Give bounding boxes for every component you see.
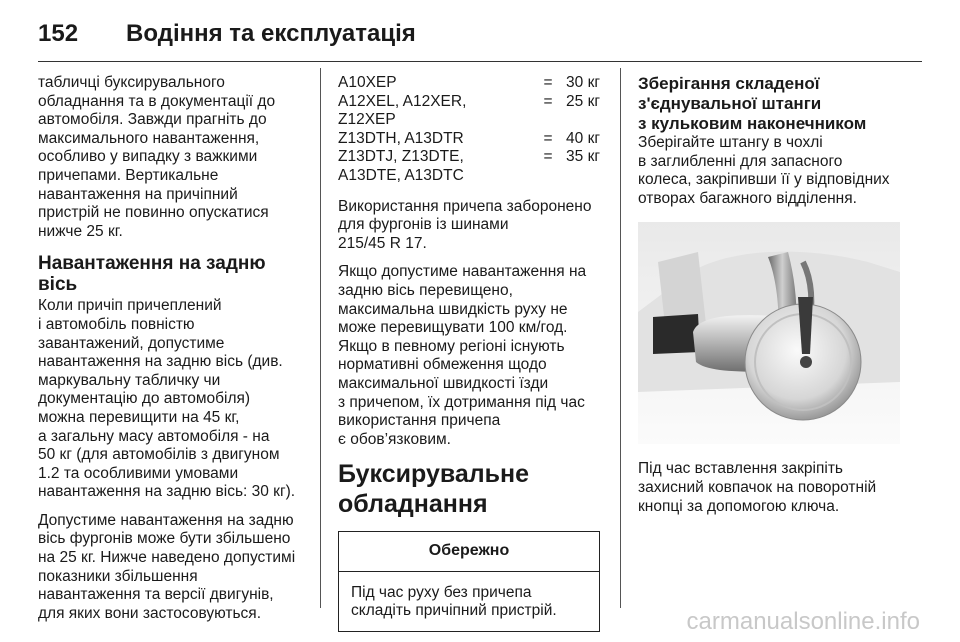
page-header [38, 14, 416, 54]
van-axle-paragraph [38, 512, 310, 624]
text-line: пристрій не повинно опускатися [38, 204, 269, 222]
text-line: в заглибленні для запасного [638, 152, 843, 170]
rear-axle-paragraph [38, 297, 310, 502]
caution-title: Обережно [339, 532, 599, 572]
value-cell: 25 кг [566, 92, 600, 110]
storage-paragraph [638, 134, 908, 208]
text-line: колеса, закріпивши її у відповідних [638, 171, 890, 189]
text-line: A10XEP [338, 74, 397, 91]
heading-line: з'єднувальної штанги [638, 94, 822, 113]
text-line: Зберігайте штангу в чохлі [638, 134, 823, 151]
text-line: для фургонів із шинами [338, 216, 509, 234]
text-line: 50 кг (для автомобілів з двигуном [38, 446, 280, 464]
table-row [338, 74, 600, 93]
text-line: Під час вставлення закріпіть [638, 460, 843, 478]
page-number: 152 [38, 20, 79, 47]
text-line: 1.2 та особливими умовами [38, 464, 239, 482]
column-3 [638, 74, 908, 526]
text-line: вісь фургонів може бути збільшено [38, 530, 291, 548]
heading-line: Зберігання складеної [638, 74, 820, 93]
equals-cell: = [543, 74, 553, 91]
text-line: Z13DTJ, Z13DTE, [338, 148, 464, 166]
equals-cell: = [543, 148, 553, 166]
text-line: особливо у випадку з важкими [38, 148, 258, 166]
speed-limit-paragraph [338, 263, 606, 449]
text-line: а загальну масу автомобіля - на [38, 427, 270, 445]
text-line: задню вісь перевищено, [338, 281, 513, 299]
text-line: є обов’язковим. [338, 430, 451, 448]
column-divider-1 [320, 68, 321, 608]
table-row [338, 148, 600, 185]
column-2 [338, 74, 606, 632]
text-line: може перевищувати 100 км/год. [338, 319, 568, 337]
intro-paragraph [38, 74, 310, 241]
text-line: Під час руху без причепа [351, 583, 532, 601]
tyre-restriction-paragraph [338, 198, 606, 254]
text-line: на 25 кг. Нижче наведено допустимі [38, 549, 296, 567]
equals-cell: = [543, 92, 553, 110]
table-row [338, 130, 600, 149]
engine-load-table [338, 74, 600, 186]
text-line: A13DTE, A13DTC [338, 166, 464, 184]
text-line: 215/45 R 17. [338, 234, 427, 252]
text-line: і автомобіль повністю [38, 315, 195, 333]
heading-line: обладнання [338, 490, 488, 519]
text-line: навантаження на причіпний [38, 185, 238, 203]
text-line: Коли причіп причеплений [38, 297, 222, 315]
text-line: показники збільшення [38, 567, 198, 585]
section-heading-rear-axle: Навантаження на задню вісь [38, 253, 266, 296]
engine-cell [338, 74, 538, 93]
text-line: причепами. Вертикальне [38, 166, 219, 184]
text-line: максимальна швидкість руху не [338, 300, 568, 318]
column-1 [38, 74, 310, 633]
caution-text [339, 572, 599, 631]
text-line: навантаження на задню вісь (див. [38, 353, 283, 371]
text-line: з причепом, їх дотримання під час [338, 393, 585, 411]
value-cell: 35 кг [566, 148, 600, 166]
heading-line: Буксирувальне [338, 460, 530, 489]
text-line: Z12XEP [338, 111, 396, 129]
text-line: Використання причепа заборонено [338, 197, 592, 215]
protective-cap-paragraph [638, 460, 908, 516]
engine-cell [338, 130, 538, 149]
text-line: Допустиме навантаження на задню [38, 511, 294, 529]
value-cell: 40 кг [566, 129, 600, 147]
watermark: carmanualsonline.info [686, 608, 920, 635]
text-line: Якщо в певному регіоні існують [338, 337, 565, 355]
text-line: можна перевищити на 45 кг, [38, 408, 240, 426]
text-line: для яких вони застосовуються. [38, 604, 262, 622]
column-divider-2 [620, 68, 621, 608]
text-line: складіть причіпний пристрій. [351, 602, 557, 620]
text-line: обладнання та в документації до [38, 92, 276, 110]
text-line: навантаження та версії двигунів, [38, 586, 274, 604]
equals-cell: = [543, 129, 553, 147]
value-cell: 30 кг [566, 74, 600, 91]
text-line: A12XEL, A12XER, [338, 92, 467, 110]
engine-cell [338, 148, 538, 185]
text-line: нижче 25 кг. [38, 222, 123, 240]
heading-line: з кульковим наконечником [638, 114, 867, 133]
text-line: захисний ковпачок на поворотній [638, 478, 877, 496]
text-line: маркувальну табличку чи [38, 371, 221, 389]
text-line: максимальної швидкості їзди [338, 374, 549, 392]
section-heading-bar-storage [638, 74, 908, 134]
text-line: використання причепа [338, 412, 501, 430]
text-line: кнопці за допомогою ключа. [638, 497, 840, 515]
text-line: автомобіля. Завжди прагніть до [38, 111, 267, 129]
text-line: максимального навантаження, [38, 129, 260, 147]
text-line: навантаження на задню вісь: 30 кг). [38, 483, 296, 501]
text-line: Якщо допустиме навантаження на [338, 263, 587, 281]
text-line: документацію до автомобіля) [38, 390, 251, 408]
tow-bar-illustration [638, 222, 900, 444]
section-heading-towing-equipment [338, 459, 606, 519]
engine-cell [338, 93, 538, 130]
text-line: завантажений, допустиме [38, 334, 225, 352]
text-line: Z13DTH, A13DTR [338, 129, 464, 147]
text-line: нормативні обмеження щодо [338, 356, 547, 374]
table-row [338, 93, 600, 130]
page-title: Водіння та експлуатація [126, 20, 416, 47]
header-divider [38, 61, 922, 62]
text-line: отворах багажного відділення. [638, 189, 857, 207]
text-line: табличці буксирувального [38, 74, 225, 91]
caution-box [338, 531, 600, 632]
